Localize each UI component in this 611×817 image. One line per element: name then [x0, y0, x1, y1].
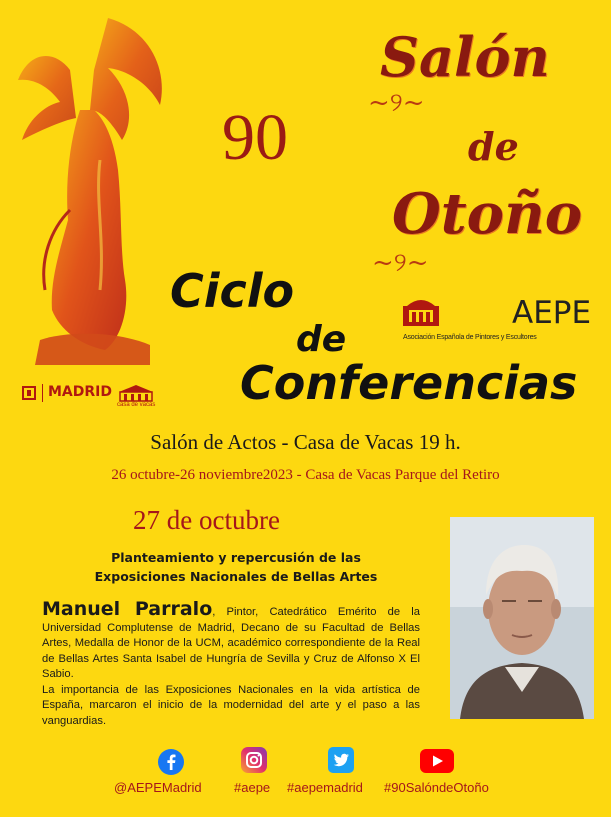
- aepe-logo-text: AEPE: [512, 295, 592, 331]
- lecture-summary: La importancia de las Exposiciones Nacionales en la vida artística de España, marcaron el inicio de la modernidad del arte y el paso a las vanguardias.: [42, 683, 420, 727]
- cycle-title-de: de: [296, 319, 347, 360]
- lecture-date: 27 de octubre: [133, 505, 280, 535]
- divider: [42, 384, 43, 402]
- madrid-logo-text: MADRID: [48, 384, 112, 400]
- youtube-hashtag-link[interactable]: #90SalóndeOtoño: [384, 780, 489, 795]
- twitter-hashtag-link[interactable]: #aepemadrid: [287, 780, 363, 795]
- aepe-full-name: Asociación Española de Pintores y Escultores: [403, 334, 537, 341]
- casa-de-vacas-logo-icon: [117, 384, 155, 402]
- casa-de-vacas-logo-text: casa de vacas: [117, 402, 156, 408]
- cycle-title-ciclo: Ciclo: [170, 264, 295, 318]
- dates-line: 26 octubre-26 noviembre2023 - Casa de Vacas Parque del Retiro: [111, 467, 500, 483]
- cycle-title-conferencias: Conferencias: [240, 356, 578, 410]
- facebook-handle-link[interactable]: @AEPEMadrid: [114, 780, 202, 795]
- youtube-icon[interactable]: [419, 748, 455, 774]
- instagram-hashtag-link[interactable]: #aepe: [234, 780, 271, 795]
- ornament-swirl: ~୨~: [368, 88, 425, 118]
- lecture-title-line1: Planteamiento y repercusión de las: [111, 550, 361, 565]
- speaker-credentials: , Pintor, Catedrático Emérito de la Universidad Complutense de Madrid, Decano de su Facultad de Bellas Artes, Medalla de Honor de la UCM, académico correspondiente de la Real de Bellas Artes Santa Isabel de Hungría de Sevilla y Cruz de Alfonso X El Sabio.: [42, 606, 420, 680]
- edition-number: 90: [222, 101, 288, 174]
- ornament-swirl: ~୨~: [372, 248, 429, 278]
- speaker-name: Manuel Parralo: [42, 598, 213, 620]
- instagram-icon[interactable]: [240, 746, 268, 774]
- speaker-bio: [42, 600, 420, 729]
- venue-line: Salón de Actos - Casa de Vacas 19 h.: [150, 430, 461, 454]
- lecture-title: [86, 548, 386, 586]
- twitter-icon[interactable]: [327, 746, 355, 774]
- facebook-icon[interactable]: [157, 748, 185, 776]
- event-title-otono: Otoño: [392, 181, 583, 247]
- winged-victory-statue-image: [10, 10, 170, 370]
- event-title-de: de: [468, 124, 519, 169]
- speaker-photo: [450, 517, 594, 719]
- event-title-salon: Salón: [380, 25, 550, 89]
- lecture-title-line2: Exposiciones Nacionales de Bellas Artes: [94, 569, 378, 584]
- madrid-crest-icon: [22, 386, 36, 400]
- aepe-logo-icon: [403, 298, 439, 326]
